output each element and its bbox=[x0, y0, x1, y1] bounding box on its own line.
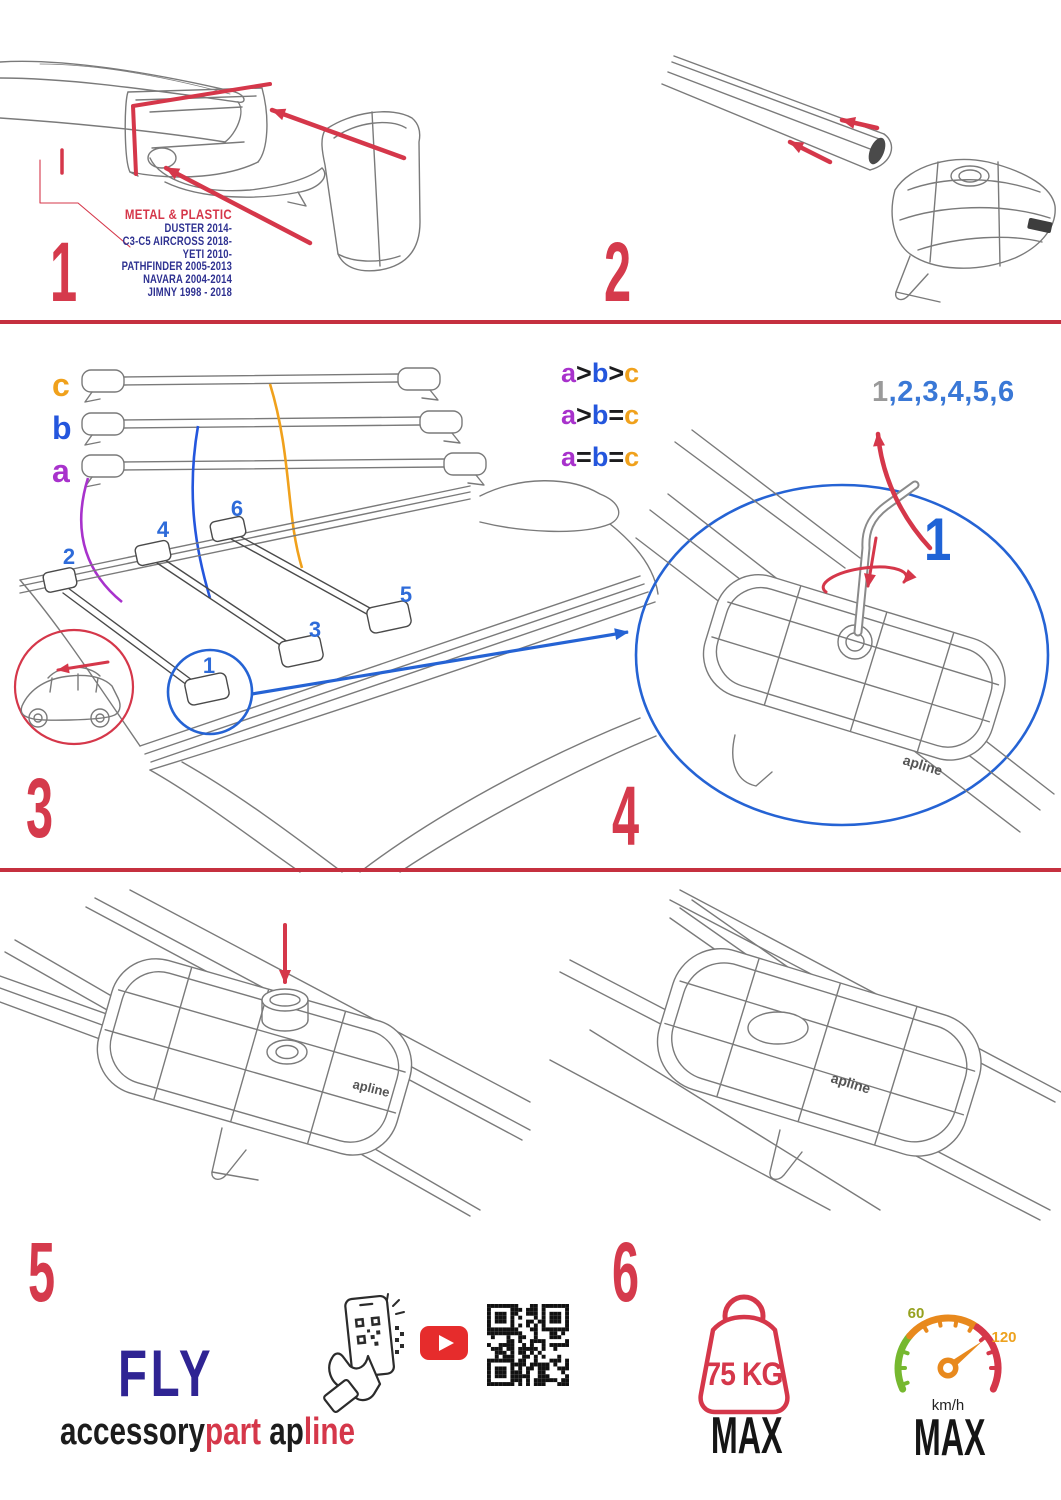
speed-unit-label: km/h bbox=[931, 1397, 965, 1414]
car-direction-inset bbox=[15, 630, 133, 744]
legend-row: a=b=c bbox=[561, 442, 640, 472]
model-line: JIMNY 1998 - 2018 bbox=[147, 286, 232, 299]
phone-scan-icon bbox=[322, 1292, 406, 1410]
crossbar bbox=[662, 56, 892, 170]
foot-seat bbox=[125, 88, 267, 177]
svg-text:3: 3 bbox=[308, 617, 322, 642]
model-line: PATHFINDER 2005-2013 bbox=[121, 261, 232, 274]
crossbar-end bbox=[0, 61, 244, 142]
apline-logo: apline bbox=[829, 1069, 873, 1097]
brand-fly: FLY bbox=[118, 1336, 215, 1410]
step-number-5: 5 bbox=[28, 1225, 54, 1319]
svg-text:2: 2 bbox=[62, 544, 76, 569]
apline-logo: apline bbox=[901, 751, 945, 779]
model-line: YETI 2010- bbox=[182, 248, 232, 261]
step4-diagram bbox=[620, 380, 1061, 872]
bar-label-a: a bbox=[52, 453, 70, 489]
step-number-4: 4 bbox=[612, 769, 638, 863]
connector-b bbox=[193, 426, 210, 598]
connector-a bbox=[81, 478, 122, 602]
section-divider bbox=[0, 320, 1061, 324]
step-number-3: 3 bbox=[26, 761, 52, 855]
weight-max-label: MAX bbox=[710, 1407, 783, 1465]
roof-rack-foot bbox=[892, 160, 1055, 302]
step-number-2: 2 bbox=[604, 225, 630, 319]
speed-max-label: MAX bbox=[913, 1409, 986, 1467]
bar-label-b: b bbox=[52, 410, 72, 446]
youtube-icon bbox=[420, 1326, 468, 1360]
model-line: NAVARA 2004-2014 bbox=[143, 274, 232, 287]
roof-rack-foot-closed bbox=[645, 936, 993, 1179]
crossbar-b bbox=[82, 411, 462, 445]
vehicle-model-list bbox=[68, 223, 232, 300]
material-label: METAL & PLASTIC bbox=[124, 206, 232, 222]
svg-text:6: 6 bbox=[230, 496, 244, 521]
section-divider bbox=[0, 868, 1061, 872]
step-number-6: 6 bbox=[612, 1225, 638, 1319]
svg-text:4: 4 bbox=[156, 517, 170, 542]
car-roof bbox=[20, 481, 658, 872]
red-arrow bbox=[272, 110, 404, 158]
step-number-1: 1 bbox=[50, 225, 76, 319]
legend-row: a>b>c bbox=[561, 358, 640, 388]
model-line: DUSTER 2014- bbox=[164, 223, 232, 235]
scan-sparks bbox=[387, 1294, 404, 1314]
svg-text:1: 1 bbox=[202, 653, 216, 678]
step5-diagram bbox=[0, 880, 530, 1212]
brand-accessorypart-apline: accessorypart apline bbox=[60, 1411, 355, 1453]
speed-low-label: 60 bbox=[907, 1305, 925, 1322]
qr-code bbox=[487, 1304, 569, 1386]
speed-limit-icon bbox=[880, 1292, 1020, 1417]
model-line: C3-C5 AIRCROSS 2018- bbox=[122, 235, 232, 248]
step6-diagram bbox=[530, 880, 1061, 1212]
apline-logo: apline bbox=[351, 1076, 392, 1101]
foot-top-view bbox=[693, 564, 1016, 786]
bar-label-c: c bbox=[52, 367, 70, 403]
svg-text:5: 5 bbox=[399, 582, 413, 607]
speed-high-label: 120 bbox=[991, 1329, 1017, 1346]
apline-logo-patch bbox=[1027, 218, 1053, 234]
weight-value: 75 KG bbox=[705, 1357, 783, 1393]
legend-row: a>b=c bbox=[561, 400, 640, 430]
sequence-step-one: 1 bbox=[924, 506, 952, 573]
crossbar-c bbox=[82, 368, 440, 402]
floating-qr bbox=[395, 1326, 404, 1354]
tightening-sequence: 1,2,3,4,5,6 bbox=[872, 376, 1015, 408]
